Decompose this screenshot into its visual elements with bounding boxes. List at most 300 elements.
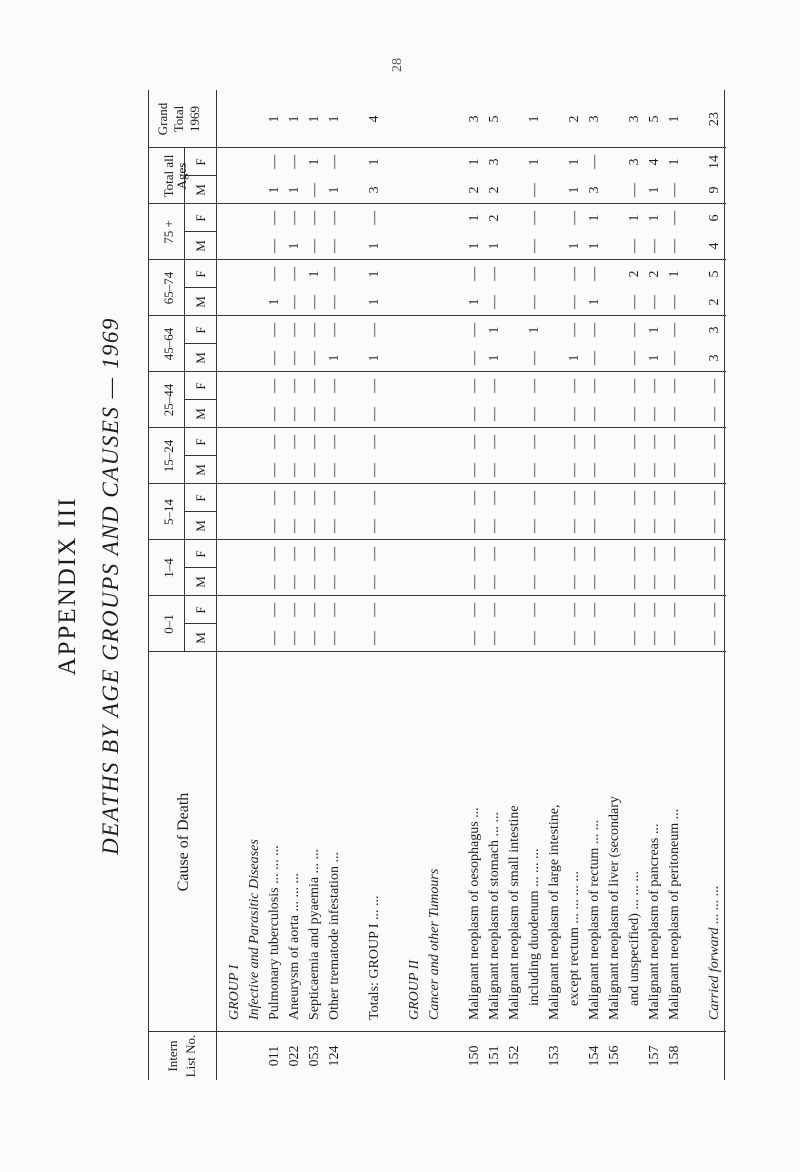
male-count: — bbox=[327, 519, 342, 533]
female-count: — bbox=[287, 155, 302, 169]
male-count: — bbox=[627, 631, 642, 645]
male-count: — bbox=[367, 631, 382, 645]
female-count: — bbox=[627, 323, 642, 337]
female-count: — bbox=[567, 547, 582, 561]
male-count: — bbox=[587, 519, 602, 533]
cause-of-death: Carried forward ... ... ... bbox=[707, 885, 722, 1020]
intern-code: 124 bbox=[327, 1045, 342, 1067]
female-count: — bbox=[587, 155, 602, 169]
female-count: 3 bbox=[487, 158, 502, 166]
female-count: 1 bbox=[527, 326, 542, 334]
female-count: — bbox=[567, 379, 582, 393]
male-count: — bbox=[627, 239, 642, 253]
female-count: — bbox=[627, 491, 642, 505]
female-count: — bbox=[627, 435, 642, 449]
female-count: — bbox=[327, 379, 342, 393]
male-count: — bbox=[487, 295, 502, 309]
female-count: — bbox=[267, 155, 282, 169]
age-group-header: Total all Ages bbox=[161, 154, 189, 198]
male-count: 1 bbox=[587, 298, 602, 306]
female-count: — bbox=[267, 491, 282, 505]
age-group-header: 1–4 bbox=[161, 558, 176, 578]
female-count: — bbox=[467, 379, 482, 393]
intern-code: 150 bbox=[467, 1045, 482, 1067]
m-header: M bbox=[193, 576, 208, 588]
female-count: — bbox=[327, 435, 342, 449]
female-count: 1 bbox=[467, 214, 482, 222]
f-header: F bbox=[193, 270, 208, 278]
female-count: — bbox=[647, 379, 662, 393]
female-count: 1 bbox=[587, 214, 602, 222]
grand-total: 5 bbox=[647, 115, 662, 123]
male-count: — bbox=[487, 575, 502, 589]
male-count: — bbox=[467, 407, 482, 421]
female-count: — bbox=[627, 603, 642, 617]
male-count: — bbox=[467, 631, 482, 645]
female-count: — bbox=[587, 379, 602, 393]
male-count: — bbox=[567, 295, 582, 309]
intern-code: 152 bbox=[507, 1045, 522, 1067]
male-count: — bbox=[267, 407, 282, 421]
grand-total: 1 bbox=[667, 115, 682, 123]
female-count: — bbox=[587, 547, 602, 561]
female-count: — bbox=[707, 435, 722, 449]
female-count: — bbox=[267, 267, 282, 281]
female-count: — bbox=[527, 211, 542, 225]
male-count: — bbox=[307, 239, 322, 253]
age-subheader-rule bbox=[184, 148, 185, 652]
female-count: — bbox=[367, 323, 382, 337]
female-count: — bbox=[327, 603, 342, 617]
female-count: 1 bbox=[367, 270, 382, 278]
male-count: 1 bbox=[467, 298, 482, 306]
female-count: — bbox=[627, 547, 642, 561]
male-count: — bbox=[587, 463, 602, 477]
male-count: 2 bbox=[707, 298, 722, 306]
male-count: 1 bbox=[287, 186, 302, 194]
female-count: — bbox=[307, 379, 322, 393]
female-count: — bbox=[487, 491, 502, 505]
grand-total: 3 bbox=[627, 115, 642, 123]
female-count: 5 bbox=[707, 270, 722, 278]
male-count: — bbox=[667, 351, 682, 365]
male-count: — bbox=[327, 575, 342, 589]
cause-of-death: Totals: GROUP I ... ... bbox=[367, 895, 382, 1020]
male-count: — bbox=[707, 519, 722, 533]
male-count: 1 bbox=[487, 354, 502, 362]
male-count: — bbox=[707, 463, 722, 477]
age-group-header: 15–24 bbox=[161, 439, 176, 473]
male-count: — bbox=[487, 519, 502, 533]
female-count: — bbox=[667, 435, 682, 449]
male-count: 1 bbox=[367, 242, 382, 250]
intern-code: 158 bbox=[667, 1045, 682, 1067]
cause-of-death: Malignant neoplasm of rectum ... ... bbox=[587, 819, 602, 1020]
male-count: — bbox=[467, 463, 482, 477]
cause-of-death: GROUP II bbox=[407, 959, 422, 1020]
male-count: — bbox=[527, 631, 542, 645]
m-header: M bbox=[193, 520, 208, 532]
male-count: — bbox=[627, 463, 642, 477]
header-rule bbox=[216, 90, 217, 1080]
cause-of-death: Malignant neoplasm of large intestine, bbox=[547, 804, 562, 1020]
female-count: 3 bbox=[627, 158, 642, 166]
male-count: — bbox=[327, 295, 342, 309]
female-count: — bbox=[267, 211, 282, 225]
male-count: 3 bbox=[587, 186, 602, 194]
male-count: — bbox=[587, 631, 602, 645]
grand-total: 1 bbox=[267, 115, 282, 123]
female-count: — bbox=[367, 603, 382, 617]
cause-of-death: Malignant neoplasm of stomach ... ... bbox=[487, 811, 502, 1020]
male-count: 1 bbox=[467, 242, 482, 250]
intern-header-2: List No. bbox=[183, 1034, 198, 1078]
f-header: F bbox=[193, 382, 208, 390]
male-count: — bbox=[567, 463, 582, 477]
female-count: — bbox=[307, 323, 322, 337]
grand-total: 3 bbox=[467, 115, 482, 123]
cause-of-death: Malignant neoplasm of pancreas ... bbox=[647, 823, 662, 1020]
age-group-header: 75 + bbox=[161, 220, 176, 244]
female-count: — bbox=[567, 267, 582, 281]
male-count: — bbox=[647, 295, 662, 309]
intern-header: Intern bbox=[165, 1040, 180, 1072]
male-count: — bbox=[647, 463, 662, 477]
male-count: — bbox=[627, 351, 642, 365]
male-count: — bbox=[647, 631, 662, 645]
female-count: — bbox=[367, 547, 382, 561]
female-count: — bbox=[267, 435, 282, 449]
female-count: — bbox=[267, 547, 282, 561]
male-count: — bbox=[287, 351, 302, 365]
female-count: — bbox=[667, 547, 682, 561]
cause-of-death: Malignant neoplasm of peritoneum ... bbox=[667, 808, 682, 1020]
female-count: — bbox=[487, 379, 502, 393]
grand-total: 2 bbox=[567, 115, 582, 123]
female-count: — bbox=[527, 435, 542, 449]
grand-total: 1 bbox=[527, 115, 542, 123]
intern-code: 151 bbox=[487, 1045, 502, 1067]
female-count: — bbox=[287, 603, 302, 617]
male-count: 1 bbox=[287, 242, 302, 250]
f-header: F bbox=[193, 606, 208, 614]
female-count: — bbox=[647, 547, 662, 561]
male-count: 4 bbox=[707, 242, 722, 250]
cause-of-death: Malignant neoplasm of oesophagus ... bbox=[467, 807, 482, 1020]
female-count: — bbox=[527, 547, 542, 561]
m-header: M bbox=[193, 632, 208, 644]
male-count: — bbox=[647, 407, 662, 421]
female-count: — bbox=[467, 435, 482, 449]
male-count: — bbox=[367, 575, 382, 589]
female-count: — bbox=[287, 323, 302, 337]
female-count: — bbox=[707, 491, 722, 505]
male-count: 2 bbox=[487, 186, 502, 194]
male-count: — bbox=[267, 575, 282, 589]
female-count: — bbox=[287, 267, 302, 281]
male-count: 9 bbox=[707, 186, 722, 194]
female-count: — bbox=[567, 603, 582, 617]
female-count: — bbox=[367, 491, 382, 505]
female-count: — bbox=[487, 435, 502, 449]
female-count: 1 bbox=[367, 158, 382, 166]
male-count: — bbox=[567, 519, 582, 533]
male-count: — bbox=[367, 463, 382, 477]
intern-code: 022 bbox=[287, 1045, 302, 1067]
female-count: — bbox=[287, 379, 302, 393]
female-count: 1 bbox=[667, 158, 682, 166]
cause-of-death: and unspecified) ... ... ... bbox=[627, 871, 642, 1006]
female-count: 6 bbox=[707, 214, 722, 222]
male-count: — bbox=[327, 631, 342, 645]
male-count: — bbox=[367, 407, 382, 421]
cause-of-death: Other trematode infestation ... bbox=[327, 852, 342, 1020]
female-count: 1 bbox=[307, 158, 322, 166]
female-count: — bbox=[487, 603, 502, 617]
female-count: — bbox=[667, 491, 682, 505]
female-count: — bbox=[707, 603, 722, 617]
female-count: — bbox=[667, 211, 682, 225]
male-count: — bbox=[267, 519, 282, 533]
female-count: — bbox=[707, 379, 722, 393]
male-count: 1 bbox=[487, 242, 502, 250]
male-count: 1 bbox=[567, 354, 582, 362]
intern-code: 156 bbox=[607, 1045, 622, 1067]
male-count: — bbox=[467, 575, 482, 589]
male-count: — bbox=[527, 351, 542, 365]
male-count: — bbox=[287, 631, 302, 645]
male-count: 1 bbox=[367, 354, 382, 362]
male-count: — bbox=[667, 183, 682, 197]
male-count: — bbox=[707, 407, 722, 421]
female-count: — bbox=[307, 603, 322, 617]
appendix-heading: APPENDIX III bbox=[54, 496, 81, 676]
female-count: 1 bbox=[647, 326, 662, 334]
female-count: — bbox=[327, 267, 342, 281]
male-count: 1 bbox=[587, 242, 602, 250]
male-count: — bbox=[307, 463, 322, 477]
female-count: — bbox=[327, 323, 342, 337]
female-count: — bbox=[527, 379, 542, 393]
male-count: — bbox=[267, 351, 282, 365]
intern-code: 011 bbox=[267, 1045, 282, 1067]
cause-of-death: Pulmonary tuberculosis ... ... ... bbox=[267, 845, 282, 1020]
female-count: 1 bbox=[467, 158, 482, 166]
m-header: M bbox=[193, 296, 208, 308]
male-count: 1 bbox=[567, 186, 582, 194]
female-count: 2 bbox=[627, 270, 642, 278]
table-title: DEATHS BY AGE GROUPS AND CAUSES — 1969 bbox=[98, 317, 123, 855]
female-count: 1 bbox=[627, 214, 642, 222]
female-count: — bbox=[327, 547, 342, 561]
f-header: F bbox=[193, 158, 208, 166]
m-header: M bbox=[193, 184, 208, 196]
male-count: — bbox=[487, 407, 502, 421]
female-count: — bbox=[527, 491, 542, 505]
male-count: — bbox=[647, 239, 662, 253]
female-count: — bbox=[327, 491, 342, 505]
cause-header: Cause of Death bbox=[175, 792, 192, 892]
female-count: — bbox=[307, 491, 322, 505]
female-count: — bbox=[587, 323, 602, 337]
cause-of-death: except rectum ... ... ... ... bbox=[567, 871, 582, 1006]
male-count: — bbox=[307, 183, 322, 197]
male-count: — bbox=[307, 631, 322, 645]
deaths-table bbox=[148, 90, 726, 1080]
male-count: — bbox=[707, 575, 722, 589]
male-count: 1 bbox=[647, 186, 662, 194]
m-header: M bbox=[193, 408, 208, 420]
male-count: — bbox=[667, 519, 682, 533]
female-count: 1 bbox=[527, 158, 542, 166]
male-count: — bbox=[287, 575, 302, 589]
male-count: — bbox=[307, 407, 322, 421]
female-count: 14 bbox=[707, 155, 722, 169]
cause-of-death: Septicaemia and pyaemia ... ... bbox=[307, 848, 322, 1020]
male-count: — bbox=[527, 183, 542, 197]
female-count: 1 bbox=[567, 158, 582, 166]
male-count: — bbox=[287, 295, 302, 309]
female-count: — bbox=[287, 491, 302, 505]
female-count: — bbox=[467, 603, 482, 617]
cause-of-death: Malignant neoplasm of liver (secondary bbox=[607, 796, 622, 1020]
female-count: — bbox=[647, 491, 662, 505]
male-count: — bbox=[487, 631, 502, 645]
female-count: — bbox=[647, 603, 662, 617]
male-count: — bbox=[647, 575, 662, 589]
female-count: — bbox=[667, 323, 682, 337]
male-count: — bbox=[667, 631, 682, 645]
male-count: — bbox=[527, 239, 542, 253]
male-count: — bbox=[367, 519, 382, 533]
male-count: — bbox=[527, 407, 542, 421]
male-count: — bbox=[587, 351, 602, 365]
female-count: 4 bbox=[647, 158, 662, 166]
male-count: — bbox=[467, 351, 482, 365]
female-count: — bbox=[327, 211, 342, 225]
female-count: — bbox=[307, 547, 322, 561]
female-count: — bbox=[567, 323, 582, 337]
female-count: — bbox=[587, 491, 602, 505]
female-count: — bbox=[267, 603, 282, 617]
female-count: — bbox=[287, 211, 302, 225]
grand-header-2: Total bbox=[171, 105, 186, 133]
male-count: — bbox=[567, 631, 582, 645]
male-count: — bbox=[627, 519, 642, 533]
male-count: — bbox=[307, 575, 322, 589]
female-count: — bbox=[527, 603, 542, 617]
female-count: — bbox=[287, 547, 302, 561]
grand-total: 1 bbox=[327, 115, 342, 123]
male-count: — bbox=[627, 295, 642, 309]
female-count: — bbox=[487, 267, 502, 281]
male-count: — bbox=[627, 183, 642, 197]
male-count: — bbox=[707, 631, 722, 645]
male-count: — bbox=[627, 407, 642, 421]
female-count: — bbox=[367, 211, 382, 225]
female-count: — bbox=[287, 435, 302, 449]
female-count: — bbox=[367, 435, 382, 449]
male-count: — bbox=[567, 407, 582, 421]
age-group-header: 25–44 bbox=[161, 383, 176, 417]
grand-total: 5 bbox=[487, 115, 502, 123]
female-count: — bbox=[367, 379, 382, 393]
male-count: 1 bbox=[327, 354, 342, 362]
f-header: F bbox=[193, 214, 208, 222]
grand-header: Grand bbox=[155, 102, 170, 136]
male-count: — bbox=[287, 407, 302, 421]
male-count: — bbox=[327, 407, 342, 421]
female-count: 3 bbox=[707, 326, 722, 334]
female-count: 1 bbox=[647, 214, 662, 222]
male-count: — bbox=[667, 295, 682, 309]
male-count: 1 bbox=[267, 298, 282, 306]
f-header: F bbox=[193, 438, 208, 446]
male-count: — bbox=[627, 575, 642, 589]
cause-of-death: Aneurysm of aorta ... ... ... bbox=[287, 873, 302, 1020]
female-count: — bbox=[467, 267, 482, 281]
male-count: — bbox=[587, 407, 602, 421]
grand-total: 1 bbox=[287, 115, 302, 123]
male-count: — bbox=[287, 519, 302, 533]
male-count: 3 bbox=[707, 354, 722, 362]
male-count: — bbox=[307, 351, 322, 365]
male-count: — bbox=[567, 575, 582, 589]
table-bottom-rule bbox=[724, 90, 725, 1080]
m-header: M bbox=[193, 240, 208, 252]
female-count: — bbox=[307, 435, 322, 449]
female-count: 1 bbox=[307, 270, 322, 278]
male-count: — bbox=[267, 239, 282, 253]
f-header: F bbox=[193, 494, 208, 502]
intern-code: 154 bbox=[587, 1045, 602, 1067]
column-rule bbox=[148, 1031, 726, 1032]
male-count: 2 bbox=[467, 186, 482, 194]
female-count: — bbox=[567, 491, 582, 505]
male-count: — bbox=[667, 463, 682, 477]
female-count: — bbox=[667, 603, 682, 617]
grand-total: 3 bbox=[587, 115, 602, 123]
male-count: — bbox=[307, 519, 322, 533]
male-count: — bbox=[527, 575, 542, 589]
age-group-header: 0–1 bbox=[161, 614, 176, 634]
male-count: 1 bbox=[567, 242, 582, 250]
f-header: F bbox=[193, 326, 208, 334]
male-count: 1 bbox=[647, 354, 662, 362]
grand-total: 1 bbox=[307, 115, 322, 123]
female-count: — bbox=[587, 435, 602, 449]
male-count: — bbox=[327, 239, 342, 253]
male-count: — bbox=[667, 575, 682, 589]
grand-total: 23 bbox=[707, 112, 722, 126]
male-count: — bbox=[287, 463, 302, 477]
table-top-rule bbox=[148, 90, 149, 1080]
female-count: — bbox=[467, 323, 482, 337]
male-count: — bbox=[307, 295, 322, 309]
female-count: — bbox=[527, 267, 542, 281]
male-count: 1 bbox=[267, 186, 282, 194]
female-count: — bbox=[267, 323, 282, 337]
intern-code: 157 bbox=[647, 1045, 662, 1067]
female-count: — bbox=[627, 379, 642, 393]
female-count: — bbox=[647, 435, 662, 449]
cause-of-death: including duodenum ... ... ... bbox=[527, 848, 542, 1006]
male-count: — bbox=[527, 295, 542, 309]
female-count: — bbox=[567, 435, 582, 449]
male-count: 1 bbox=[327, 186, 342, 194]
female-count: — bbox=[467, 491, 482, 505]
female-count: — bbox=[307, 211, 322, 225]
